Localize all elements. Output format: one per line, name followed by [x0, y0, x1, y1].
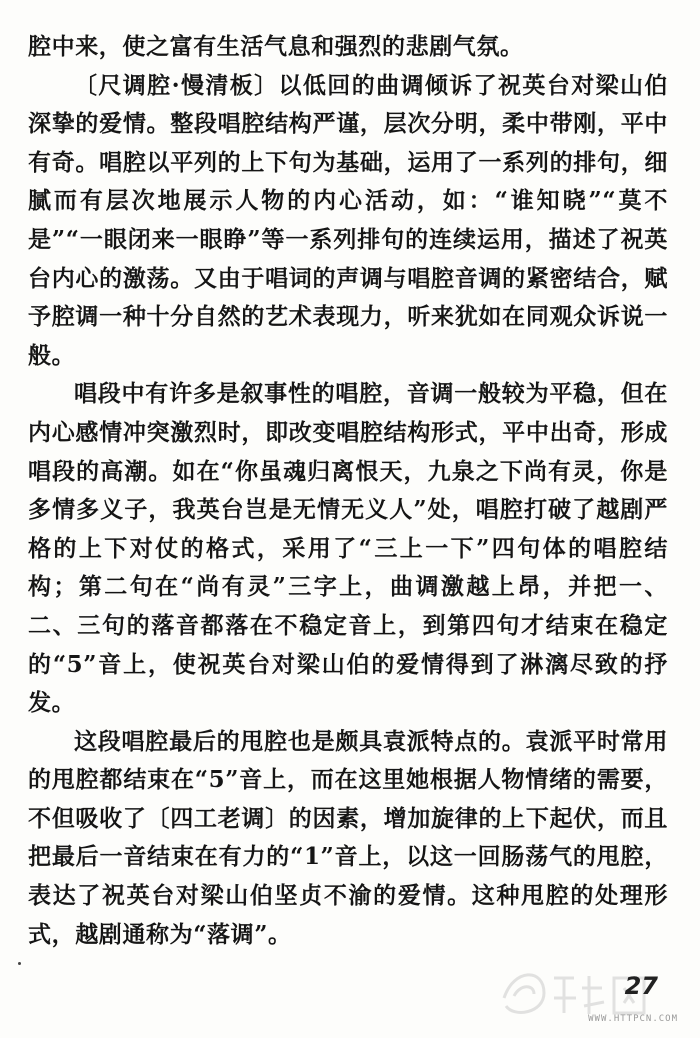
watermark-site-text: WWW.HTTPCN.COM: [588, 1014, 678, 1024]
paragraph-1: 腔中来，使之富有生活气息和强烈的悲剧气氛。: [28, 33, 524, 60]
paragraph-3: 唱段中有许多是叙事性的唱腔，音调一般较为平稳，但在内心感情冲突激烈时，即改变唱腔结构形式，平中出奇，形成唱段的高潮。如在“你虽魂归离恨天，九泉之下尚有灵，你是多情多义子，我英台岂是无情无义人”处，唱腔打破了越剧严格的上下对仗的格式，采用了“三上一下”四句体的唱腔结构；第二句在“尚有灵”三字上，曲调激越上昂，并把一、二、三句的落音都落在不稳定音上，到第四句才结束在稳定的“5”音上，使祝英台对梁山伯的爱情得到了淋漓尽致的抒发。: [28, 380, 668, 717]
scan-speck: [18, 962, 21, 965]
page-number: 27: [624, 972, 658, 1000]
paragraph-2: 〔尺调腔·慢清板〕以低回的曲调倾诉了祝英台对梁山伯深挚的爱情。整段唱腔结构严谨，层次分明，柔中带刚，平中有奇。唱腔以平列的上下句为基础，运用了一系列的排句，细腻而有层次地展示人物的内心活动，如：“谁知晓”“莫不是”“一眼闭来一眼睁”等一系列排句的连续运用，描述了祝英台内心的激荡。又由于唱词的声调与唱腔音调的紧密结合，赋予腔调一种十分自然的艺术表现力，听来犹如在同观众诉说一般。: [28, 71, 668, 369]
paragraph-4: 这段唱腔最后的甩腔也是颇具袁派特点的。袁派平时常用的甩腔都结束在“5”音上，而在这里她根据人物情绪的需要，不但吸收了〔四工老调〕的因素，增加旋律的上下起伏，而且把最后一音结束在有力的“1”音上，以这一回肠荡气的甩腔，表达了祝英台对梁山伯坚贞不渝的爱情。这种甩腔的处理形式，越剧通称为“落调”。: [28, 727, 668, 948]
body-text: [28, 28, 668, 954]
